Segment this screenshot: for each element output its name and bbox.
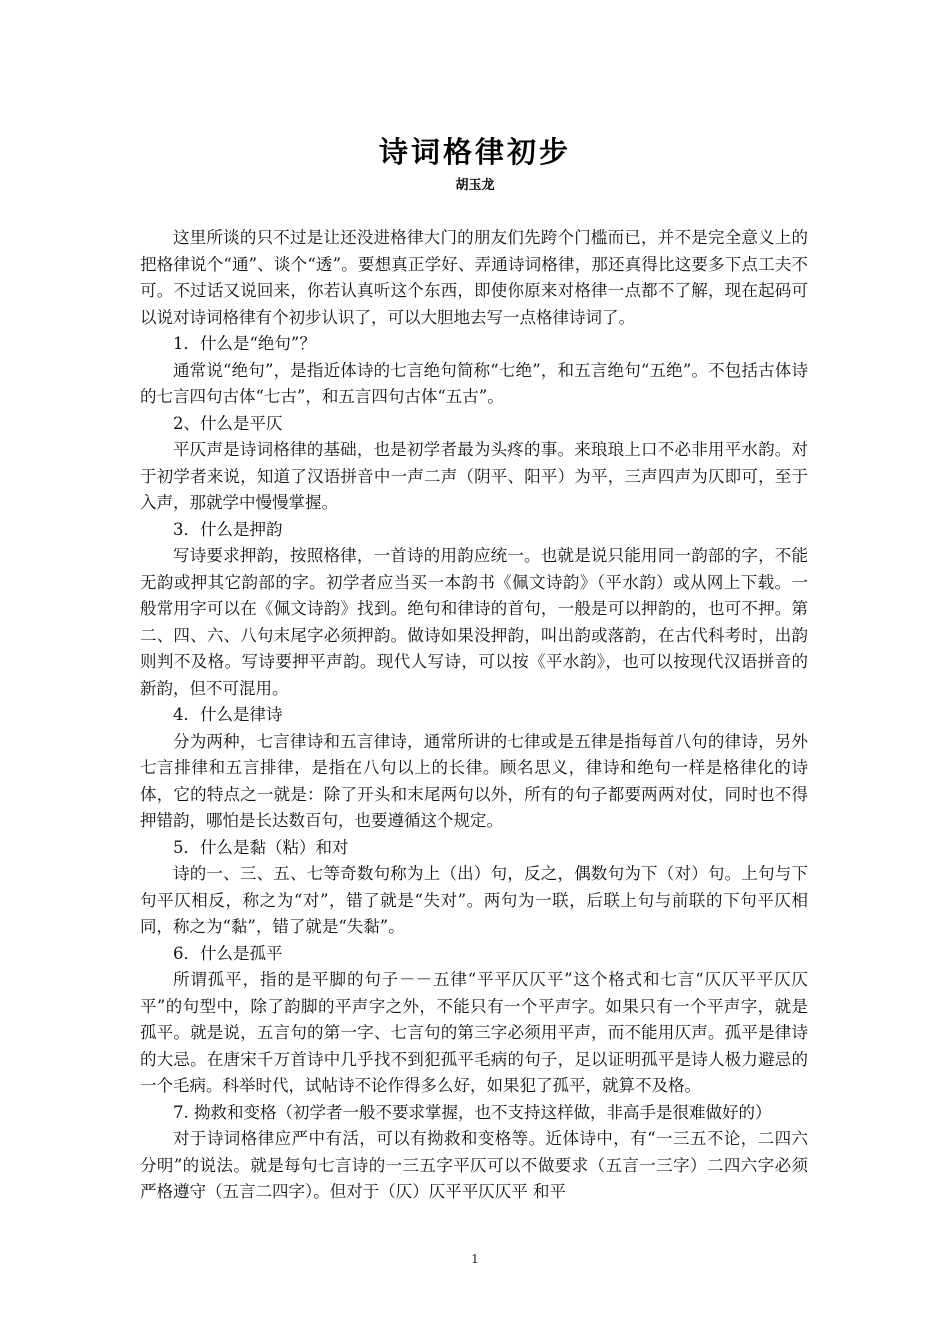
- paragraph-nian-dui: 诗的一、三、五、七等奇数句称为上（出）句，反之，偶数句为下（对）句。上句与下句平仄相反，称之为“对”，错了就是“失对”。两句为一联，后联上句与前联的下句平仄相同，称之为“黏”，错了就是“失黏”。: [140, 864, 808, 936]
- paragraph-yayun: 写诗要求押韵，按照格律，一首诗的用韵应统一。也就是说只能用同一韵部的字，不能无韵或押其它韵部的字。初学者应当买一本韵书《佩文诗韵》（平水韵）或从网上下载。一般常用字可以在《佩文诗韵》找到。绝句和律诗的首句，一般是可以押韵的，也可不押。第二、四、六、八句末尾字必须押韵。做诗如果没押韵，叫出韵或落韵，在古代科考时，出韵则判不及格。写诗要押平声韵。现代人写诗，可以按《平水韵》，也可以按现代汉语拼音的新韵，但不可混用。: [140, 546, 808, 698]
- section-heading-pingze: 2、什么是平仄: [173, 413, 283, 433]
- section-heading-aojiu: 7. 拗救和变格（初学者一般不要求掌握，也不支持这样做，非高手是很难做好的）: [173, 1102, 772, 1122]
- page-number: 1: [471, 1252, 479, 1266]
- document-title: 诗词格律初步: [378, 135, 571, 169]
- document-author: 胡玉龙: [455, 178, 495, 193]
- section-heading-yayun: 3．什么是押韵: [173, 519, 283, 539]
- document-body: [140, 225, 808, 1206]
- paragraph-intro: 这里所谈的只不过是让还没进格律大门的朋友们先跨个门槛而已，并不是完全意义上的把格律说个“通”、谈个“透”。要想真正学好、弄通诗词格律，那还真得比这要多下点工夫不可。不过话又说回来，你若认真听这个东西，即使你原来对格律一点都不了解，现在起码可以说对诗词格律有个初步认识了，可以大胆地去写一点格律诗词了。: [140, 228, 808, 327]
- section-heading-guping: 6．什么是孤平: [173, 943, 283, 963]
- paragraph-lvshi: 分为两种，七言律诗和五言律诗，通常所讲的七律或是五律是指每首八句的律诗，另外七言排律和五言排律，是指在八句以上的长律。顾名思义，律诗和绝句一样是格律化的诗体，它的特点之一就是：除了开头和末尾两句以外，所有的句子都要两两对仗，同时也不得押错韵，哪怕是长达数百句，也要遵循这个规定。: [140, 731, 808, 830]
- paragraph-guping: 所谓孤平，指的是平脚的句子－－五律“平平仄仄平”这个格式和七言“仄仄平平仄仄平”的句型中，除了韵脚的平声字之外，不能只有一个平声字。如果只有一个平声字，就是孤平。就是说，五言句的第一字、七言句的第三字必须用平声，而不能用仄声。孤平是律诗的大忌。在唐宋千万首诗中几乎找不到犯孤平毛病的句子，足以证明孤平是诗人极力避忌的一个毛病。科举时代，试帖诗不论作得多么好，如果犯了孤平，就算不及格。: [140, 970, 808, 1095]
- paragraph-jueju: 通常说“绝句”，是指近体诗的七言绝句简称“七绝”，和五言绝句“五绝”。不包括古体诗的七言四句古体“七古”，和五言四句古体“五古”。: [140, 360, 808, 406]
- section-heading-lvshi: 4．什么是律诗: [173, 705, 283, 724]
- paragraph-aojiu: 对于诗词格律应严中有活，可以有拗救和变格等。近体诗中，有“一三五不论，二四六分明”的说法。就是每句七言诗的一三五字平仄可以不做要求（五言一三字）二四六字必须严格遵守（五言二四字）。但对于（仄）仄平平仄仄平 和平: [140, 1129, 808, 1201]
- section-heading-jueju: 1．什么是“绝句”？: [173, 334, 316, 353]
- paragraph-pingze: 平仄声是诗词格律的基础，也是初学者最为头疼的事。来琅琅上口不必非用平水韵。对于初学者来说，知道了汉语拼音中一声二声（阴平、阳平）为平，三声四声为仄即可，至于入声，那就学中慢慢掌握。: [140, 440, 808, 512]
- section-heading-nian-dui: 5．什么是黏（粘）和对: [173, 837, 349, 857]
